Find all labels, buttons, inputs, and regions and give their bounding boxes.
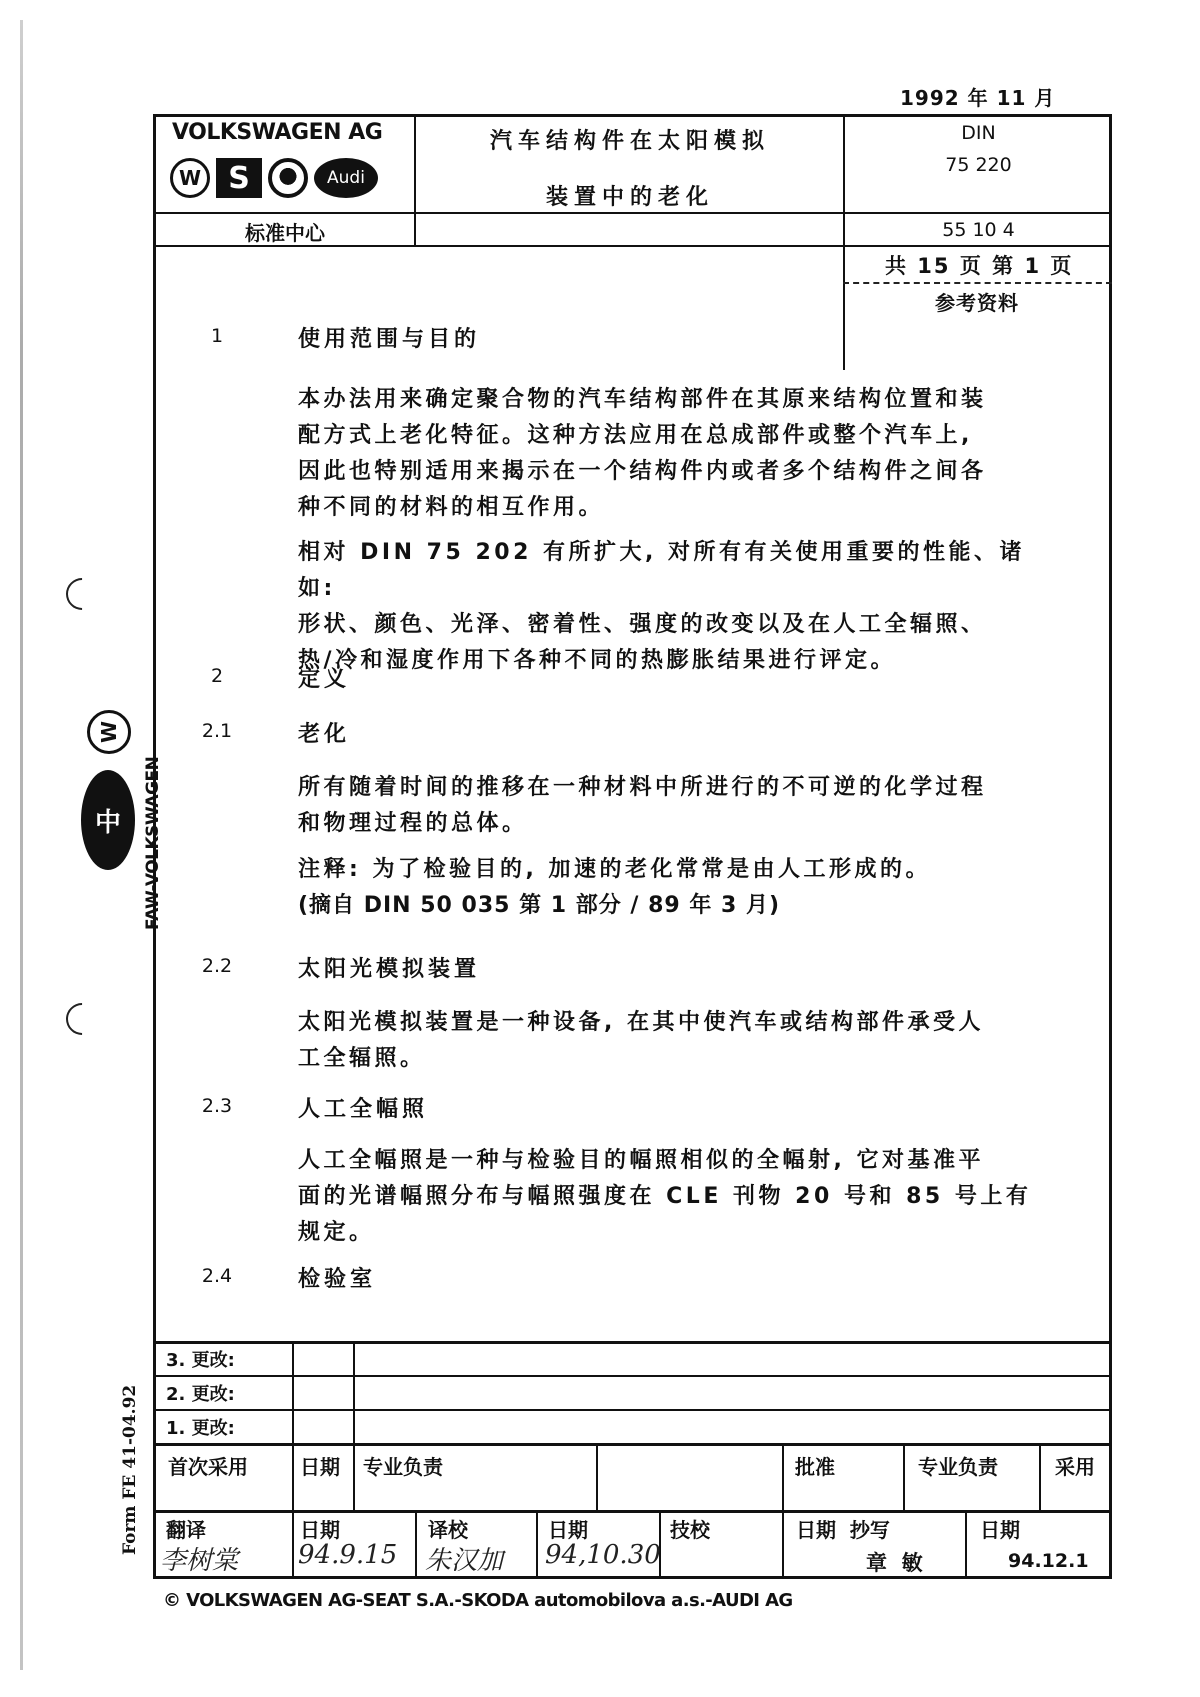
divider [782, 1443, 784, 1579]
translation-label: 翻译 [166, 1518, 206, 1542]
page-info: 共 15 页 第 1 页 [885, 254, 1074, 278]
tech-check-label: 技校 [670, 1518, 710, 1542]
paragraph [298, 1143, 1038, 1251]
proofread-label: 译校 [428, 1518, 468, 1542]
text-line: 和物理过程的总体。 [298, 811, 528, 836]
divider [353, 1341, 355, 1511]
paragraph [298, 1005, 1038, 1077]
responsible2-label: 专业负责 [918, 1455, 998, 1479]
standard-label: DIN [961, 122, 996, 144]
doc-code: 55 10 4 [942, 219, 1015, 241]
text-line: 配方式上老化特征。这种方法应用在总成部件或整个汽车上, [298, 423, 973, 448]
paragraph [298, 535, 1038, 679]
divider [153, 1510, 1112, 1513]
copier-name: 章 敏 [866, 1551, 923, 1575]
section-number: 2 [210, 665, 224, 687]
divider [903, 1443, 905, 1511]
document-date: 1992 年 11 月 [900, 86, 1056, 110]
vw-glyph: W [97, 720, 121, 744]
text-line: 注释: 为了检验目的, 加速的老化常常是由人工形成的。 [298, 857, 931, 882]
faw-volkswagen-text: FAW-VOLKSWAGEN [143, 756, 163, 930]
punch-hole-icon [59, 996, 104, 1041]
audi-glyph: Audi [327, 168, 365, 188]
adoption-label: 采用 [1055, 1455, 1095, 1479]
proofreader-signature: 朱汉加 [425, 1546, 504, 1576]
vw-logo-icon [87, 710, 131, 754]
paragraph [298, 770, 1038, 842]
divider [536, 1510, 538, 1579]
section-heading: 定义 [298, 667, 351, 692]
vw-logo-icon [170, 158, 210, 198]
section-number: 1 [210, 325, 224, 347]
date-copy-label: 日期 抄写 [796, 1518, 890, 1542]
document-frame [153, 114, 1112, 1579]
text-line: 形状、颜色、光泽、密着性、强度的改变以及在人工全辐照、 [298, 612, 987, 637]
copyright-notice: © VOLKSWAGEN AG-SEAT S.A.-SKODA automobilova a.s.-AUDI AG [163, 1590, 793, 1611]
audi-logo-icon [314, 158, 378, 198]
skoda-logo-icon [268, 158, 308, 198]
punch-hole-icon [59, 571, 104, 616]
text-line: 本办法用来确定聚合物的汽车结构部件在其原来结构位置和装 [298, 387, 987, 412]
document-title-line1: 汽车结构件在太阳模拟 [489, 129, 770, 154]
text-line: 人工全幅照是一种与检验目的幅照相似的全幅射, 它对基准平 [298, 1148, 985, 1173]
paragraph [298, 382, 1038, 526]
seat-glyph: S [228, 160, 250, 196]
reference-note: 参考资料 [935, 291, 1019, 315]
text-line: 规定。 [298, 1220, 375, 1245]
translation-date: 94.9.15 [298, 1540, 398, 1570]
company-name: VOLKSWAGEN AG [172, 120, 383, 145]
change-3-label: 3. 更改: [166, 1350, 235, 1371]
divider [153, 212, 1112, 214]
divider [153, 1375, 1112, 1377]
section-number: 2.4 [201, 1265, 233, 1287]
text-line: 太阳光模拟装置是一种设备, 在其中使汽车或结构部件承受人 [298, 1010, 985, 1035]
brand-logos [170, 158, 378, 198]
change-2-label: 2. 更改: [166, 1384, 235, 1405]
change-1-label: 1. 更改: [166, 1418, 235, 1439]
proofread-date-label: 日期 [548, 1518, 588, 1542]
section-heading: 使用范围与目的 [298, 327, 481, 352]
final-date-label: 日期 [980, 1518, 1020, 1542]
text-line: 热/冷和湿度作用下各种不同的热膨胀结果进行评定。 [298, 648, 897, 673]
section-number: 2.1 [201, 720, 233, 742]
divider [965, 1510, 967, 1579]
text-line: 种不同的材料的相互作用。 [298, 495, 605, 520]
responsible-label: 专业负责 [363, 1455, 443, 1479]
text-line: 因此也特别适用来揭示在一个结构件内或者多个结构件之间各 [298, 459, 987, 484]
scan-edge [20, 20, 23, 1670]
document-title-line2: 装置中的老化 [545, 185, 714, 210]
divider [843, 114, 845, 370]
text-line: 所有随着时间的推移在一种材料中所进行的不可逆的化学过程 [298, 775, 987, 800]
faw-logo-icon [81, 770, 135, 870]
first-adoption-label: 首次采用 [168, 1455, 248, 1479]
translation-date-label: 日期 [300, 1518, 340, 1542]
approval-label: 批准 [795, 1455, 835, 1479]
section-heading: 太阳光模拟装置 [298, 957, 481, 982]
dashed-divider [843, 282, 1112, 284]
divider [415, 1510, 417, 1579]
section-heading: 人工全幅照 [298, 1097, 429, 1122]
section-heading: 检验室 [298, 1267, 377, 1292]
divider [153, 1443, 1112, 1446]
text-line: 相对 DIN 75 202 有所扩大, 对所有有关使用重要的性能、诸如: [298, 540, 1026, 601]
divider [292, 1341, 294, 1579]
section-number: 2.3 [201, 1095, 233, 1117]
date-label: 日期 [300, 1455, 340, 1479]
standard-number: 75 220 [945, 154, 1012, 176]
final-date: 94.12.1 [1008, 1550, 1089, 1572]
proofread-date: 94,10.30 [545, 1540, 661, 1570]
note-paragraph [298, 852, 1038, 924]
form-number: Form FE 41-04.92 [120, 1384, 140, 1555]
divider [153, 1341, 1112, 1344]
section-heading: 老化 [298, 722, 351, 747]
text-line: 面的光谱幅照分布与幅照强度在 CLE 刊物 20 号和 85 号上有 [298, 1184, 1032, 1209]
text-line: 工全辐照。 [298, 1046, 426, 1071]
vw-glyph: W [178, 166, 202, 190]
divider [153, 1409, 1112, 1411]
department: 标准中心 [245, 221, 325, 245]
divider [596, 1443, 598, 1511]
divider [1039, 1443, 1041, 1511]
faw-glyph: 中 [94, 807, 121, 838]
seat-logo-icon [216, 158, 262, 198]
section-number: 2.2 [201, 955, 233, 977]
translator-signature: 李树棠 [160, 1546, 239, 1576]
text-line: (摘自 DIN 50 035 第 1 部分 / 89 年 3 月) [298, 893, 781, 918]
